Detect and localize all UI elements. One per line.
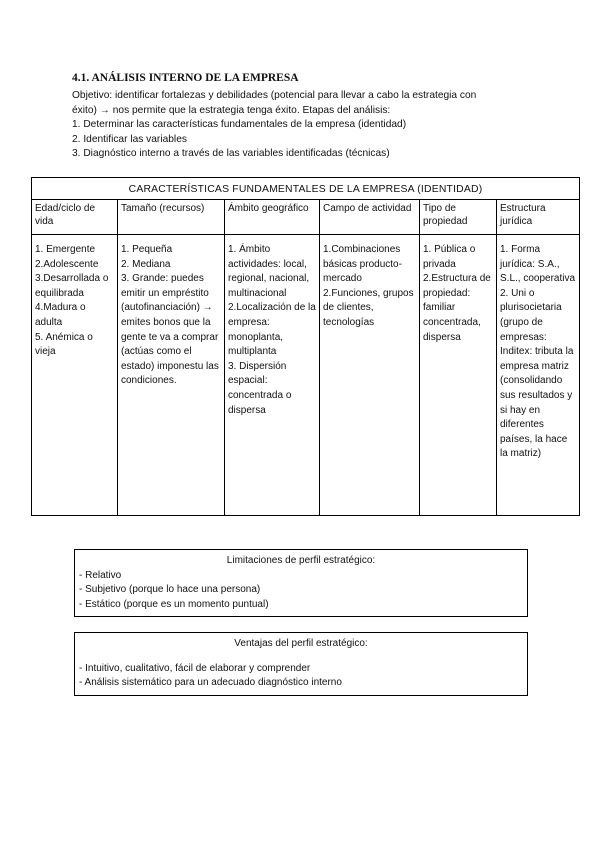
intro-text xyxy=(72,89,542,162)
cell-line: 1. Forma jurídica: S.A., S.L., cooperativa xyxy=(500,244,576,285)
cell-line: 5. Anémica o vieja xyxy=(35,331,93,358)
column-header: Estructura jurídica xyxy=(497,200,580,235)
intro-line: 2. Identificar las variables xyxy=(72,133,187,145)
advantage-item: - Análisis sistemático para un adecuado diagnóstico interno xyxy=(79,677,342,688)
table-title: CARACTERÍSTICAS FUNDAMENTALES DE LA EMPRESA (IDENTIDAD) xyxy=(32,178,580,200)
cell-line: 2.Estructura de propiedad: familiar concentrada, dispersa xyxy=(423,273,491,343)
cell-line: 3. Dispersión espacial: concentrada o dispersa xyxy=(228,360,292,416)
advantages-box xyxy=(74,632,528,696)
advantages-title: Ventajas del perfil estratégico: xyxy=(234,638,368,649)
cell-line: 2.Adolescente xyxy=(35,258,99,270)
cell-line: 1. Ámbito actividades: local, regional, nacional, multinacional xyxy=(228,244,310,299)
cell-propiedad xyxy=(420,235,497,516)
column-header: Edad/ciclo de vida xyxy=(32,200,118,235)
intro-line: éxito) → nos permite que la estrategia tenga éxito. Etapas del análisis: xyxy=(72,104,391,116)
cell-line: 4.Madura o adulta xyxy=(35,302,86,328)
table-header-row xyxy=(32,200,580,235)
intro-line: 3. Diagnóstico interno a través de las variables identificadas (técnicas) xyxy=(72,148,390,159)
intro-line: 1. Determinar las características fundamentales de la empresa (identidad) xyxy=(72,119,407,130)
cell-ambito xyxy=(225,235,320,516)
limitations-title: Limitaciones de perfil estratégico: xyxy=(226,555,376,566)
intro-line: Objetivo: identificar fortalezas y debilidades (potencial para llevar a cabo la estrategia con xyxy=(72,90,477,101)
limitation-item: - Estático (porque es un momento puntual) xyxy=(79,598,269,610)
cell-line: 1. Pública o privada xyxy=(423,244,476,270)
cell-line: 1. Pequeña xyxy=(121,244,173,255)
cell-line: 2. Mediana xyxy=(121,258,171,270)
section-heading: 4.1. ANÁLISIS INTERNO DE LA EMPRESA xyxy=(72,72,299,84)
cell-line: 3. Grande: puedes emitir un empréstito (autofinanciación) → emites bonos que la gente te va a comprar (actúas como el estado) imponestu las condiciones. xyxy=(121,273,219,387)
cell-campo xyxy=(320,235,420,516)
cell-line: 1.Combinaciones básicas producto-mercado xyxy=(323,244,402,285)
identity-table xyxy=(31,177,580,516)
cell-tamano xyxy=(118,235,225,516)
limitation-item: - Subjetivo (porque lo hace una persona) xyxy=(79,584,261,595)
advantage-item: - Intuitivo, cualitativo, fácil de elaborar y comprender xyxy=(79,662,311,674)
limitation-item: - Relativo xyxy=(79,569,122,581)
cell-line: 2.Localización de la empresa: monoplanta, multiplanta xyxy=(228,302,316,358)
cell-line: 3.Desarrollada o equilibrada xyxy=(35,273,109,299)
column-header: Tamaño (recursos) xyxy=(118,200,225,235)
column-header: Tipo de propiedad xyxy=(420,200,497,235)
column-header: Campo de actividad xyxy=(320,200,420,235)
cell-line: 2.Funciones, grupos de clientes, tecnologías xyxy=(323,287,414,328)
cell-line: 1. Emergente xyxy=(35,244,96,255)
limitations-box xyxy=(74,549,528,617)
cell-line: 2. Uni o plurisocietaria (grupo de empresas: Inditex: tributa la empresa matriz (consolidando sus resultados y si hay en diferentes países, la hace la matriz) xyxy=(500,287,574,460)
cell-estructura xyxy=(497,235,580,516)
cell-edad xyxy=(32,235,118,516)
table-row xyxy=(32,235,580,516)
column-header: Ámbito geográfico xyxy=(225,200,320,235)
